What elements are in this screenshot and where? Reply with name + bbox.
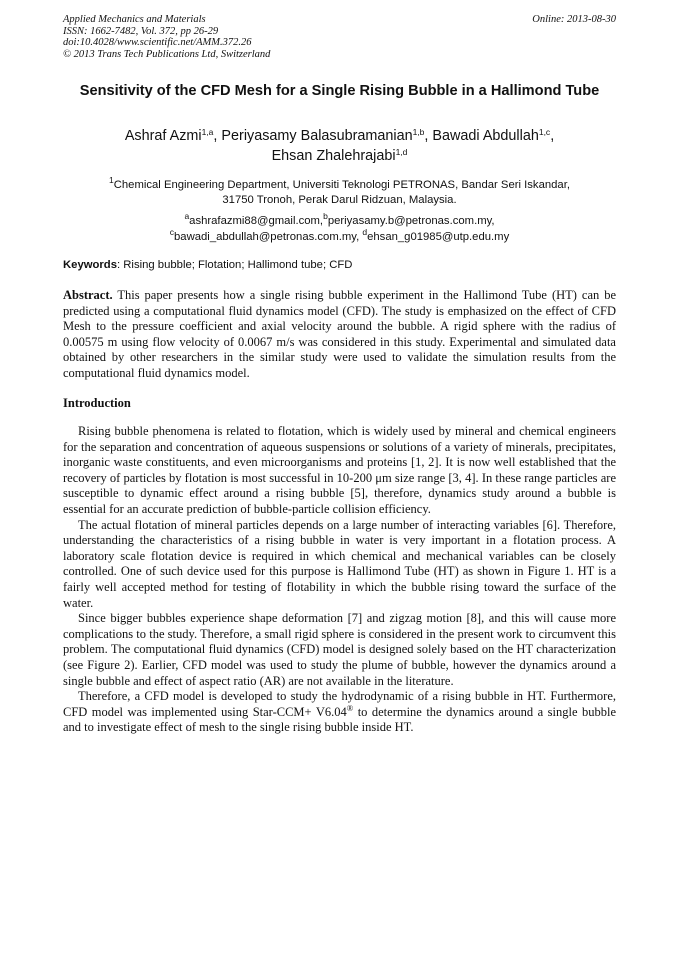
- paragraph-text: Therefore, a CFD model is developed to study the hydrodynamic of a rising bubble in HT. Furthermore, CFD model was implemented using Star-CCM+ V6.04: [63, 689, 616, 719]
- email-mark: d: [362, 226, 368, 237]
- section-heading: Introduction: [63, 396, 131, 410]
- issn-line: ISSN: 1662-7482, Vol. 372, pp 26-29: [63, 25, 219, 37]
- keywords-label: Keywords: [63, 259, 117, 271]
- copyright-line: © 2013 Trans Tech Publications Ltd, Switzerland: [63, 48, 271, 60]
- journal-name: Applied Mechanics and Materials: [63, 14, 206, 25]
- email-mark: c: [169, 226, 175, 237]
- author-emails: [63, 211, 616, 245]
- abstract-label: Abstract.: [63, 288, 113, 302]
- author-name: Periyasamy Balasubramanian: [221, 128, 413, 144]
- author-affiliation-mark: 1,d: [395, 147, 408, 157]
- keywords: [63, 258, 616, 272]
- paragraph-text: to determine the dynamics around a single bubble and to investigate effect of mesh to the single rising bubble inside HT.: [63, 704, 617, 735]
- abstract: [63, 288, 616, 382]
- author-name: Ashraf Azmi: [124, 128, 202, 144]
- paragraph: [63, 689, 616, 736]
- email-address: ashrafazmi88@gmail.com,: [189, 215, 324, 227]
- online-date: Online: 2013-08-30: [532, 14, 616, 25]
- affiliation-line: Chemical Engineering Department, Universiti Teknologi PETRONAS, Bandar Seri Iskandar,: [113, 179, 570, 191]
- email-mark: a: [184, 211, 190, 221]
- registered-mark: ®: [346, 702, 354, 713]
- introduction-body: [63, 424, 616, 736]
- author-list: Ashraf Azmi$^{1,a}$, Periyasamy Balasubramanian$^{1,b}$, Bawadi Abdullah$^{1,c}$, Ehsan Zhalehrajabi$^{1,d}$: [124, 127, 555, 164]
- author-name: Bawadi Abdullah: [432, 128, 539, 144]
- affiliation-line: 31750 Tronoh, Perak Darul Ridzuan, Malaysia.: [222, 193, 457, 206]
- email-address: ehsan_g01985@utp.edu.my: [367, 230, 510, 243]
- affiliation-mark: 1: [108, 175, 114, 185]
- abstract-text: This paper presents how a single rising bubble experiment in the Hallimond Tube (HT) can be predicted using a computational fluid dynamics model (CFD). The study is emphasized on the effect of CFD Mesh to the pressure coefficient and axial velocity around the bubble. A rigid sphere with the radius of 0.00575 m using flow velocity of 0.0067 m/s was considered in this study. Experimental and simulated data obtained by other researchers in the similar study were used to validate the simulation results from the computational fluid dynamics model.: [63, 288, 616, 380]
- doi-line: doi:10.4028/www.scientific.net/AMM.372.26: [63, 37, 252, 48]
- affiliation: [63, 175, 616, 207]
- paper-title: Sensitivity of the CFD Mesh for a Single Rising Bubble in a Hallimond Tube: [79, 83, 600, 99]
- paragraph: Rising bubble phenomena is related to flotation, which is widely used by mineral and chemical engineers for the separation and concentration of aqueous suspensions or solutions of a variety of minerals, precipitates, inorganic waste constituents, and even microorganisms and proteins [1, 2]. It is now well established that the recovery of particles by flotation is most successful in 10-200 μm size range [3, 4]. In these range particles are susceptible to dynamic effect around a rising bubble [5], therefore, dynamics study around a bubble is essential for an accurate prediction of bubble-particle collision efficiency.: [63, 424, 616, 516]
- paragraph: The actual flotation of mineral particles depends on a large number of interacting variables [6]. Therefore, understanding the characteristics of a rising bubble in water is very important in a flotation process. A laboratory scale flotation device is required in which chemical and mechanical variables can be closely controlled. One of such device used for this purpose is Hallimond Tube (HT) as shown in Figure 1. HT is a fairly well accepted method for testing of flotability in which the bubble rising toward the surface of the water.: [63, 517, 616, 610]
- page-header: [63, 14, 616, 60]
- keywords-text: : Rising bubble; Flotation; Hallimond tube; CFD: [117, 259, 353, 271]
- author-name: Ehsan Zhalehrajabi: [271, 148, 396, 164]
- email-address: periyasamy.b@petronas.com.my,: [327, 215, 495, 227]
- author-affiliation-mark: 1,b: [412, 127, 425, 137]
- paragraph: Since bigger bubbles experience shape deformation [7] and zigzag motion [8], and this will cause more complications to the study. Therefore, a small rigid sphere is considered in the present work to circumvent this problem. The computational fluid dynamics (CFD) model is designed solely based on the HT characterization (see Figure 2). Earlier, CFD model was used to study the plume of bubble, however the dynamics around a single bubble and effect of aspect ratio (AR) are not available in the literature.: [63, 611, 616, 688]
- author-affiliation-mark: 1,a: [201, 127, 214, 137]
- email-mark: b: [323, 211, 328, 221]
- author-affiliation-mark: 1,c: [538, 127, 551, 137]
- email-address: bawadi_abdullah@petronas.com.my,: [174, 230, 360, 243]
